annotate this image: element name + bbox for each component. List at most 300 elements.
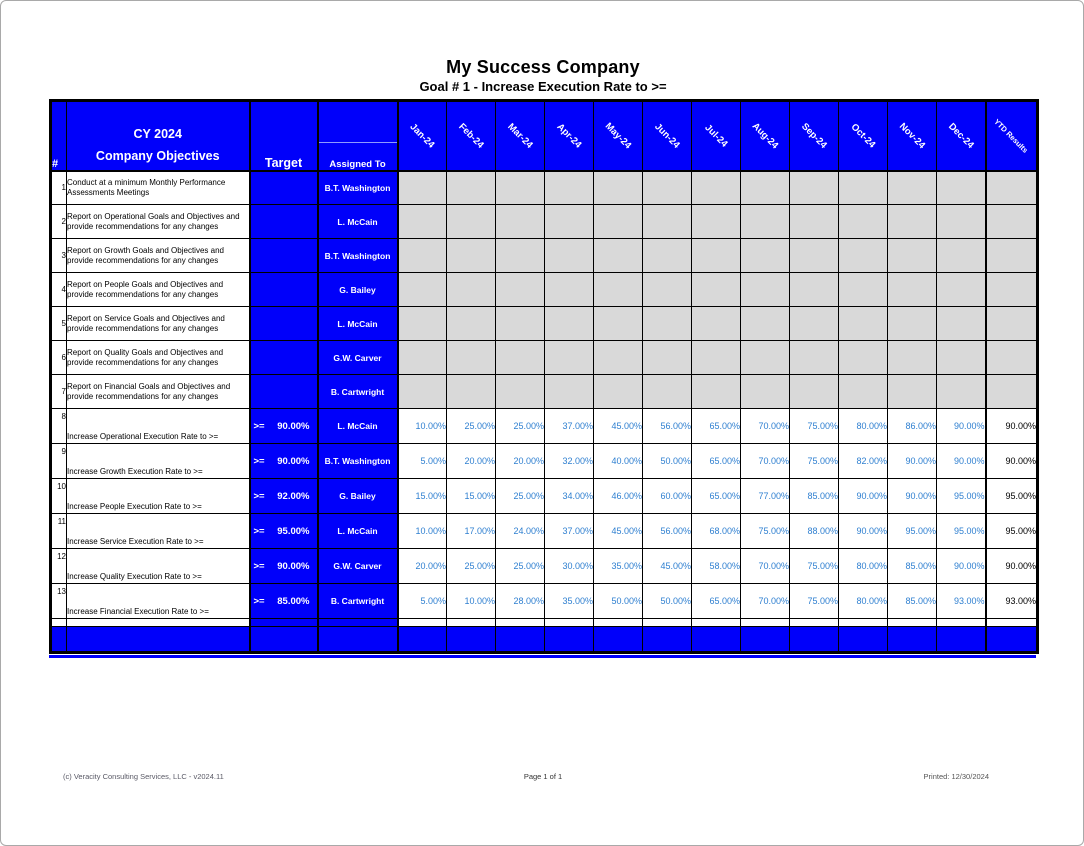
month-value-cell: 45.00% (643, 549, 692, 584)
objective-cell: Increase Growth Execution Rate to >= (67, 444, 250, 479)
month-value-cell (496, 171, 545, 205)
table-row (51, 375, 1038, 409)
row-number-cell: 3 (51, 239, 67, 273)
target-operator: >= (253, 490, 265, 502)
month-value-cell: 25.00% (447, 549, 496, 584)
ytd-value-cell (986, 239, 1038, 273)
month-value-cell: 34.00% (545, 479, 594, 514)
target-operator: >= (253, 595, 265, 607)
month-value-cell (692, 341, 741, 375)
ytd-value-cell: 95.00% (986, 479, 1038, 514)
month-column-header (643, 101, 692, 171)
month-value-cell: 90.00% (937, 549, 986, 584)
month-header-label: Jul-24 (702, 122, 730, 150)
month-value-cell (741, 341, 790, 375)
header-divider-line (319, 142, 397, 143)
month-value-cell (839, 205, 888, 239)
month-value-cell (643, 273, 692, 307)
month-value-cell (888, 375, 937, 409)
target-cell (250, 514, 318, 549)
objectives-header-year: CY 2024 (133, 126, 182, 141)
month-value-cell: 17.00% (447, 514, 496, 549)
month-value-cell (790, 307, 839, 341)
row-number-cell: 13 (51, 584, 67, 619)
assigned-to-cell: L. McCain (318, 307, 398, 341)
objective-cell: Increase Service Execution Rate to >= (67, 514, 250, 549)
ytd-results-header-label: YTD Results (992, 116, 1031, 155)
month-value-cell: 80.00% (839, 549, 888, 584)
target-value: 85.00% (277, 595, 310, 607)
month-value-cell (594, 375, 643, 409)
objectives-column-header (67, 101, 250, 171)
month-value-cell: 70.00% (741, 444, 790, 479)
month-value-cell: 75.00% (790, 444, 839, 479)
month-value-cell (545, 171, 594, 205)
month-value-cell: 40.00% (594, 444, 643, 479)
month-header-label: Mar-24 (505, 121, 535, 151)
ytd-value-cell (986, 171, 1038, 205)
ytd-value-cell (986, 273, 1038, 307)
goal-subtitle: Goal # 1 - Increase Execution Rate to >= (419, 79, 667, 94)
month-value-cell (545, 307, 594, 341)
month-value-cell: 25.00% (496, 409, 545, 444)
target-wrap (251, 596, 317, 607)
table-row (51, 341, 1038, 375)
assigned-to-cell: B. Cartwright (318, 375, 398, 409)
month-value-cell (594, 273, 643, 307)
month-value-cell (594, 171, 643, 205)
target-operator: >= (253, 455, 265, 467)
month-header-label: Dec-24 (945, 120, 976, 151)
month-value-cell: 50.00% (643, 444, 692, 479)
row-number-cell: 2 (51, 205, 67, 239)
table-row (51, 307, 1038, 341)
target-operator: >= (253, 420, 265, 432)
table-row (51, 273, 1038, 307)
objective-cell: Report on Growth Goals and Objectives and provide recommendations for any changes (67, 239, 250, 273)
month-column-header (741, 101, 790, 171)
month-value-cell (741, 171, 790, 205)
target-column-header: Target (250, 101, 318, 171)
month-value-cell: 68.00% (692, 514, 741, 549)
month-value-cell (447, 307, 496, 341)
month-value-cell (545, 239, 594, 273)
target-cell (250, 549, 318, 584)
month-value-cell (398, 341, 447, 375)
month-column-header (545, 101, 594, 171)
target-operator: >= (253, 525, 265, 537)
month-value-cell: 86.00% (888, 409, 937, 444)
number-column-header: # (51, 101, 67, 171)
assigned-to-cell: L. McCain (318, 205, 398, 239)
month-value-cell (839, 307, 888, 341)
month-value-cell (692, 239, 741, 273)
ytd-value-cell: 93.00% (986, 584, 1038, 619)
target-cell (250, 171, 318, 205)
objective-cell: Report on Service Goals and Objectives and provide recommendations for any changes (67, 307, 250, 341)
month-value-cell: 93.00% (937, 584, 986, 619)
month-value-cell (790, 239, 839, 273)
month-value-cell: 25.00% (447, 409, 496, 444)
month-value-cell (447, 341, 496, 375)
month-value-cell (937, 205, 986, 239)
month-value-cell (692, 307, 741, 341)
row-number-cell: 7 (51, 375, 67, 409)
ytd-results-column-header (986, 101, 1038, 171)
blue-band-row (51, 627, 1038, 653)
target-wrap (251, 456, 317, 467)
month-value-cell: 90.00% (937, 409, 986, 444)
table-row (51, 549, 1038, 584)
empty-cell (643, 619, 692, 627)
month-value-cell: 37.00% (545, 514, 594, 549)
month-value-cell: 82.00% (839, 444, 888, 479)
objective-cell: Increase People Execution Rate to >= (67, 479, 250, 514)
month-value-cell: 24.00% (496, 514, 545, 549)
month-value-cell: 25.00% (496, 549, 545, 584)
assigned-to-cell: B.T. Washington (318, 239, 398, 273)
month-header-label: Jan-24 (407, 121, 437, 151)
month-value-cell: 56.00% (643, 514, 692, 549)
month-value-cell (594, 341, 643, 375)
month-value-cell: 95.00% (937, 479, 986, 514)
month-header-label: Sep-24 (799, 120, 829, 151)
month-value-cell: 30.00% (545, 549, 594, 584)
month-value-cell (447, 273, 496, 307)
month-value-cell (398, 273, 447, 307)
month-value-cell (545, 205, 594, 239)
month-value-cell: 85.00% (790, 479, 839, 514)
month-value-cell (790, 375, 839, 409)
target-value: 90.00% (277, 455, 310, 467)
month-value-cell: 80.00% (839, 409, 888, 444)
empty-cell (986, 627, 1038, 653)
ytd-value-cell: 90.00% (986, 549, 1038, 584)
month-value-cell (594, 239, 643, 273)
objectives-table (49, 99, 1039, 654)
month-value-cell (496, 375, 545, 409)
month-value-cell (594, 307, 643, 341)
month-value-cell (888, 171, 937, 205)
ytd-value-cell (986, 341, 1038, 375)
empty-cell (692, 627, 741, 653)
ytd-value-cell (986, 307, 1038, 341)
month-value-cell: 10.00% (447, 584, 496, 619)
target-cell (250, 375, 318, 409)
month-value-cell: 95.00% (937, 514, 986, 549)
header-row (51, 101, 1038, 171)
month-value-cell (937, 273, 986, 307)
target-cell (250, 205, 318, 239)
month-value-cell (790, 171, 839, 205)
month-value-cell: 20.00% (398, 549, 447, 584)
month-value-cell: 60.00% (643, 479, 692, 514)
table-row (51, 171, 1038, 205)
month-value-cell (692, 273, 741, 307)
month-value-cell (398, 375, 447, 409)
month-value-cell: 50.00% (643, 584, 692, 619)
month-value-cell: 5.00% (398, 444, 447, 479)
empty-cell (67, 619, 250, 627)
month-value-cell (741, 375, 790, 409)
month-value-cell: 20.00% (447, 444, 496, 479)
month-value-cell (545, 341, 594, 375)
month-value-cell (888, 341, 937, 375)
page-break-line (49, 655, 1036, 658)
empty-cell (496, 627, 545, 653)
month-value-cell: 15.00% (398, 479, 447, 514)
month-value-cell (496, 205, 545, 239)
month-value-cell (643, 307, 692, 341)
empty-cell (51, 619, 67, 627)
objective-cell: Conduct at a minimum Monthly Performance Assessments Meetings (67, 171, 250, 205)
month-value-cell: 32.00% (545, 444, 594, 479)
month-value-cell (447, 375, 496, 409)
month-header-label: May-24 (602, 120, 634, 152)
month-value-cell (692, 171, 741, 205)
assigned-to-cell: G. Bailey (318, 273, 398, 307)
month-value-cell: 95.00% (888, 514, 937, 549)
empty-cell (643, 627, 692, 653)
objective-cell: Report on People Goals and Objectives and provide recommendations for any changes (67, 273, 250, 307)
month-value-cell: 77.00% (741, 479, 790, 514)
row-number-cell: 6 (51, 341, 67, 375)
month-value-cell (447, 205, 496, 239)
month-value-cell (888, 205, 937, 239)
month-value-cell: 35.00% (545, 584, 594, 619)
objective-cell: Report on Operational Goals and Objectives and provide recommendations for any changes (67, 205, 250, 239)
row-number-cell: 1 (51, 171, 67, 205)
month-header-label: Jun-24 (652, 121, 682, 151)
month-value-cell (398, 307, 447, 341)
month-value-cell (692, 205, 741, 239)
target-cell (250, 479, 318, 514)
month-value-cell: 65.00% (692, 584, 741, 619)
month-value-cell: 70.00% (741, 584, 790, 619)
month-value-cell (741, 205, 790, 239)
empty-cell (790, 627, 839, 653)
month-value-cell: 58.00% (692, 549, 741, 584)
month-value-cell (398, 205, 447, 239)
row-number-cell: 11 (51, 514, 67, 549)
table-row (51, 584, 1038, 619)
sheet-body (51, 171, 1038, 653)
month-value-cell (839, 273, 888, 307)
month-value-cell (398, 171, 447, 205)
month-value-cell (839, 239, 888, 273)
month-header-label: Feb-24 (456, 121, 486, 151)
target-wrap (251, 526, 317, 537)
month-value-cell (594, 205, 643, 239)
month-header-label: Nov-24 (896, 120, 928, 151)
target-operator: >= (253, 560, 265, 572)
row-number-cell: 12 (51, 549, 67, 584)
month-value-cell (447, 171, 496, 205)
month-header-label: Aug-24 (749, 120, 781, 152)
empty-cell (839, 619, 888, 627)
row-number-cell: 10 (51, 479, 67, 514)
month-value-cell: 65.00% (692, 444, 741, 479)
month-value-cell (643, 375, 692, 409)
month-value-cell: 45.00% (594, 514, 643, 549)
assigned-to-cell: G.W. Carver (318, 549, 398, 584)
month-value-cell: 5.00% (398, 584, 447, 619)
month-value-cell (839, 171, 888, 205)
month-value-cell: 10.00% (398, 409, 447, 444)
objective-cell: Increase Operational Execution Rate to >= (67, 409, 250, 444)
month-column-header (937, 101, 986, 171)
empty-cell (250, 619, 318, 627)
month-value-cell: 56.00% (643, 409, 692, 444)
month-value-cell: 88.00% (790, 514, 839, 549)
month-value-cell: 85.00% (888, 549, 937, 584)
empty-cell (545, 627, 594, 653)
month-column-header (692, 101, 741, 171)
objective-cell: Report on Financial Goals and Objectives and provide recommendations for any changes (67, 375, 250, 409)
assigned-to-column-header (318, 101, 398, 171)
assigned-to-cell: G.W. Carver (318, 341, 398, 375)
month-value-cell (888, 239, 937, 273)
target-wrap (251, 561, 317, 572)
empty-cell (741, 619, 790, 627)
target-cell (250, 341, 318, 375)
empty-cell (318, 619, 398, 627)
month-value-cell (937, 171, 986, 205)
month-value-cell (790, 341, 839, 375)
company-title: My Success Company (446, 57, 640, 77)
table-row (51, 479, 1038, 514)
month-column-header (447, 101, 496, 171)
month-value-cell: 75.00% (790, 409, 839, 444)
month-value-cell (741, 273, 790, 307)
month-value-cell (643, 205, 692, 239)
target-cell (250, 409, 318, 444)
target-value: 90.00% (277, 560, 310, 572)
objectives-header-label: Company Objectives (95, 148, 220, 163)
empty-cell (447, 627, 496, 653)
month-value-cell (643, 239, 692, 273)
footer-printed-date: Printed: 12/30/2024 (923, 772, 989, 781)
target-value: 92.00% (277, 490, 310, 502)
report-header (1, 57, 1084, 94)
empty-cell (398, 627, 447, 653)
empty-cell (986, 619, 1038, 627)
empty-cell (250, 627, 318, 653)
month-value-cell: 25.00% (496, 479, 545, 514)
month-column-header (594, 101, 643, 171)
month-value-cell (545, 273, 594, 307)
empty-cell (839, 627, 888, 653)
empty-cell (594, 619, 643, 627)
month-value-cell (839, 375, 888, 409)
target-wrap (251, 491, 317, 502)
month-column-header (496, 101, 545, 171)
month-value-cell (937, 375, 986, 409)
assigned-to-cell: B.T. Washington (318, 444, 398, 479)
row-number-cell: 4 (51, 273, 67, 307)
month-header-label: Oct-24 (848, 121, 878, 151)
spreadsheet-area (49, 99, 1036, 658)
month-value-cell (692, 375, 741, 409)
month-value-cell (496, 307, 545, 341)
month-value-cell: 45.00% (594, 409, 643, 444)
month-value-cell: 75.00% (741, 514, 790, 549)
ytd-value-cell: 90.00% (986, 444, 1038, 479)
objective-cell: Report on Quality Goals and Objectives and provide recommendations for any changes (67, 341, 250, 375)
row-number-cell: 5 (51, 307, 67, 341)
month-value-cell: 37.00% (545, 409, 594, 444)
month-column-header (888, 101, 937, 171)
month-value-cell (839, 341, 888, 375)
month-value-cell: 10.00% (398, 514, 447, 549)
month-value-cell (447, 239, 496, 273)
empty-cell (741, 627, 790, 653)
target-cell (250, 307, 318, 341)
target-cell (250, 444, 318, 479)
ytd-value-cell (986, 375, 1038, 409)
month-value-cell: 15.00% (447, 479, 496, 514)
empty-cell (496, 619, 545, 627)
month-value-cell (545, 375, 594, 409)
empty-cell (67, 627, 250, 653)
month-value-cell (888, 307, 937, 341)
footer-page-number: Page 1 of 1 (523, 772, 563, 781)
month-value-cell: 75.00% (790, 584, 839, 619)
month-value-cell (937, 307, 986, 341)
month-value-cell (496, 273, 545, 307)
target-cell (250, 273, 318, 307)
month-value-cell (937, 341, 986, 375)
row-number-cell: 8 (51, 409, 67, 444)
empty-cell (545, 619, 594, 627)
month-value-cell: 50.00% (594, 584, 643, 619)
month-value-cell (888, 273, 937, 307)
row-number-cell: 9 (51, 444, 67, 479)
month-value-cell: 90.00% (888, 444, 937, 479)
month-value-cell: 90.00% (839, 479, 888, 514)
month-value-cell: 35.00% (594, 549, 643, 584)
month-value-cell: 80.00% (839, 584, 888, 619)
table-row (51, 205, 1038, 239)
empty-cell (692, 619, 741, 627)
spacer-row (51, 619, 1038, 627)
empty-cell (888, 619, 937, 627)
ytd-value-cell: 90.00% (986, 409, 1038, 444)
month-value-cell (496, 341, 545, 375)
month-value-cell: 75.00% (790, 549, 839, 584)
table-row (51, 409, 1038, 444)
month-value-cell (741, 239, 790, 273)
month-value-cell: 20.00% (496, 444, 545, 479)
month-value-cell (790, 205, 839, 239)
empty-cell (790, 619, 839, 627)
assigned-to-header-label: Assigned To (329, 158, 386, 170)
table-row (51, 239, 1038, 273)
assigned-to-cell: L. McCain (318, 514, 398, 549)
month-value-cell (741, 307, 790, 341)
ytd-value-cell: 95.00% (986, 514, 1038, 549)
month-value-cell: 85.00% (888, 584, 937, 619)
month-value-cell: 70.00% (741, 549, 790, 584)
empty-cell (888, 627, 937, 653)
table-row (51, 444, 1038, 479)
assigned-to-cell: B. Cartwright (318, 584, 398, 619)
table-row (51, 514, 1038, 549)
month-value-cell: 90.00% (937, 444, 986, 479)
month-value-cell (937, 239, 986, 273)
empty-cell (447, 619, 496, 627)
month-value-cell: 65.00% (692, 479, 741, 514)
